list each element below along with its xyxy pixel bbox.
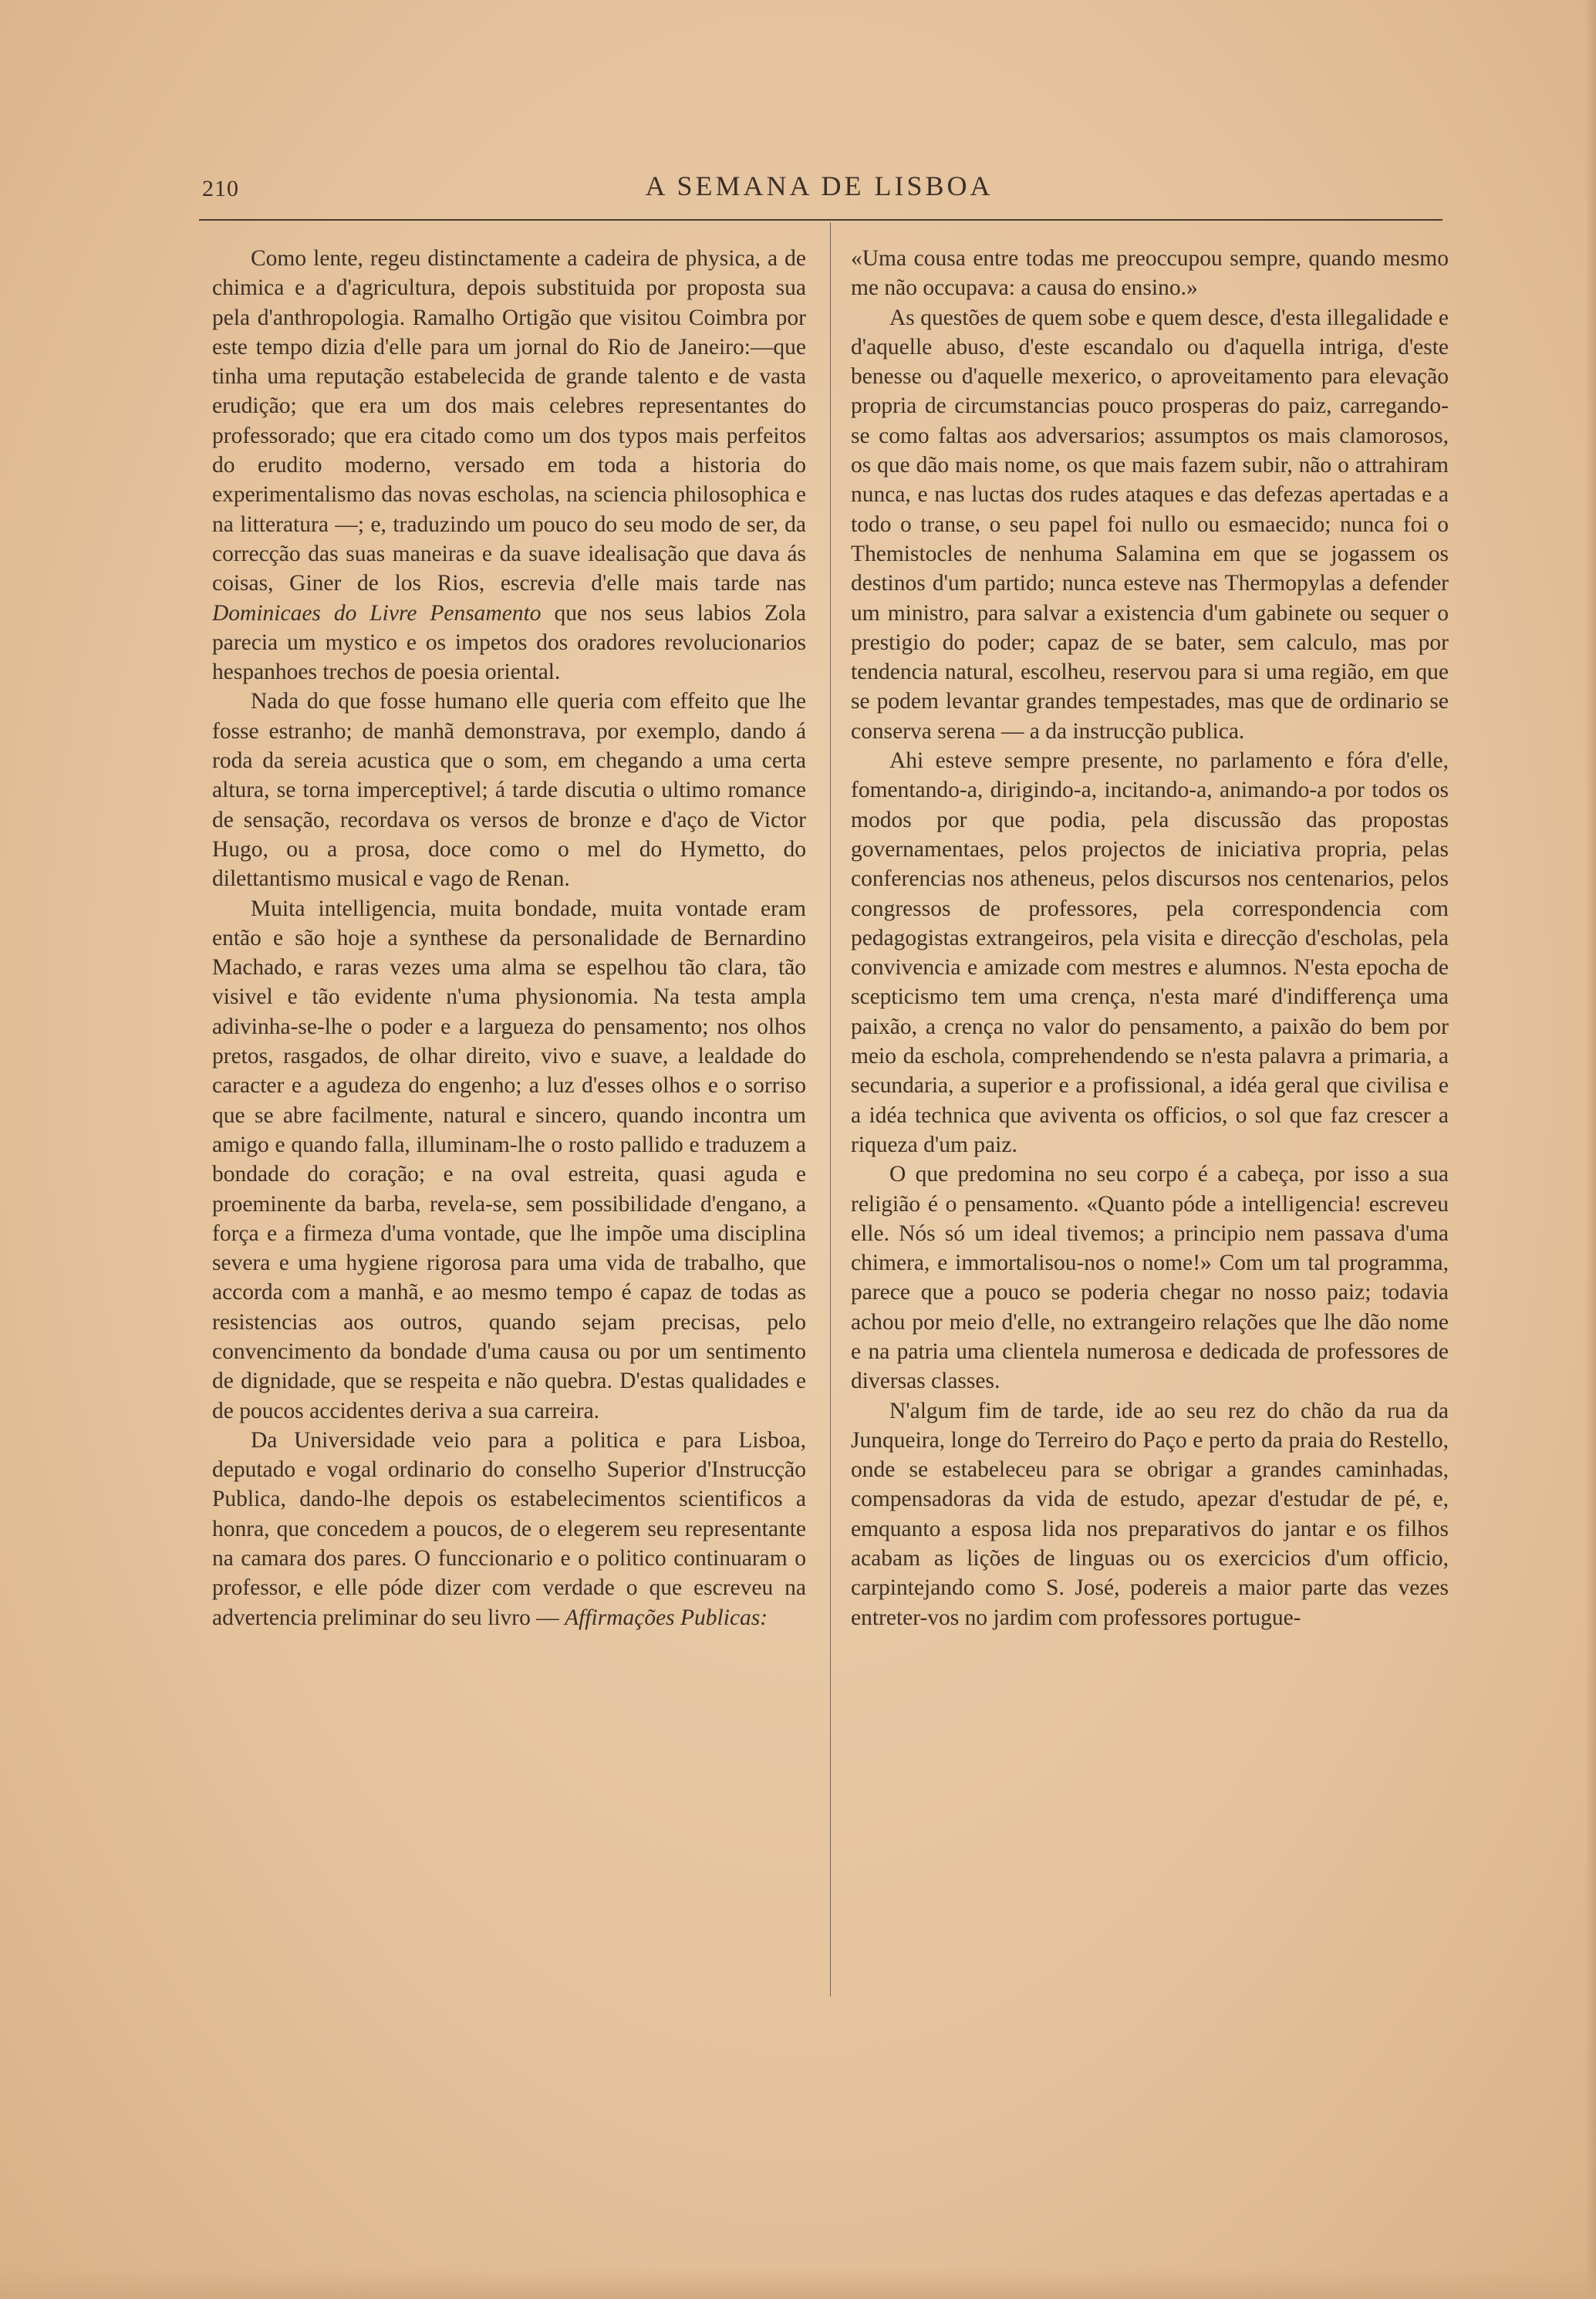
running-title: A SEMANA DE LISBOA: [645, 170, 994, 201]
text-run: que nos seus labios Zola parecia um mystico e os impetos dos oradores revolucionarios hespanhoes trechos de poesia oriental.: [212, 600, 807, 685]
page-bottom-shadow: [0, 2268, 1596, 2299]
text-run: Da Universidade veio para a politica e para Lisboa, deputado e vogal ordinario do conselho Superior d'Instrucção Publica, dando-lhe depois os estabelecimentos scientificos a honra, que concedem a poucos, de o elegerem seu representante na camara dos pares. O funccionario e o politico continuaram o professor, e elle póde dizer com verdade o que escreveu na advertencia preliminar do seu livro —: [212, 1427, 806, 1630]
left-column: [212, 244, 806, 1632]
paragraph: [212, 1426, 806, 1632]
paragraph: N'algum fim de tarde, ide ao seu rez do chão da rua da Junqueira, longe do Terreiro do Paço e perto da praia do Restello, onde se estabeleceu para se obrigar a grandes caminhadas, compensadoras da vida de estudo, apezar d'estudar de pé, e, emquanto a esposa lida nos preparativos do jantar e os filhos acabam as lições de linguas ou os exercicios d'um officio, carpintejando como S. José, podereis a maior parte das vezes entreter-vos no jardim com professores portugue-: [851, 1398, 1449, 1630]
page-header: [202, 170, 1436, 216]
page-number: 210: [202, 176, 239, 201]
right-column: [851, 244, 1449, 1632]
paragraph: O que predomina no seu corpo é a cabeça, por isso a sua religião é o pensamento. «Quanto póde a intelligencia! escreveu elle. Nós só um ideal tivemos; a principio nem passava d'uma chimera, e immortalisou-nos o nome!» Com um tal programma, parece que a pouco se poderia chegar no nosso paiz; todavia achou por meio d'elle, no extrangeiro relações que lhe dão nome e na patria uma clientela numerosa e dedicada de professores de diversas classes.: [851, 1162, 1449, 1394]
paragraph: Muita intelligencia, muita bondade, muita vontade eram então e são hoje a synthese da personalidade de Bernardino Machado, e raras vezes uma alma se espelhou tão clara, tão visivel e tão evidente n'uma physionomia. Na testa ampla adivinha-se-lhe o poder e a largueza do pensamento; nos olhos pretos, rasgados, de olhar direito, vivo e suave, a lealdade do caracter e a agudeza do engenho; a luz d'esses olhos e o sorriso que se abre facilmente, natural e sincero, quando incontra um amigo e quando falla, illuminam-lhe o rosto pallido e traduzem a bondade do coração; e na oval estreita, quasi aguda e proeminente da barba, revela-se, sem possibilidade d'engano, a força e a firmeza d'uma vontade, que lhe impõe uma disciplina severa e uma hygiene rigorosa para uma vida de trabalho, que accorda com a manhã, e ao mesmo tempo é capaz de todas as resistencias aos outros, quando sejam precisas, pelo convencimento da bondade d'uma causa ou por um sentimento de dignidade, que se respeita e não quebra. D'estas qualidades e de poucos accidentes deriva a sua carreira.: [212, 896, 806, 1423]
column-divider: [830, 222, 831, 1997]
paragraph: «Uma cousa entre todas me preoccupou sempre, quando mesmo me não occupava: a causa do ensino.»: [851, 246, 1449, 301]
page-edge-shadow: [1585, 0, 1596, 2299]
italic-title: Affirmações Publicas:: [565, 1605, 768, 1630]
text-run: Como lente, regeu distinctamente a cadeira de physica, a de chimica e a d'agricultura, depois substituida por proposta sua pela d'anthropologia. Ramalho Ortigão que visitou Coimbra por este tempo dizia d'elle para um jornal do Rio de Janeiro:—que tinha uma reputação estabelecida de grande talento e de vasta erudição; que era um dos mais celebres representantes do professorado; que era citado como um dos typos mais perfeitos do erudito moderno, versado em toda a historia do experimentalismo das novas escholas, na sciencia philosophica e na litteratura —; e, traduzindo um pouco do seu modo de ser, da correcção das suas maneiras e da suave idealisação que dava ás coisas, Giner de los Rios, escrevia d'elle mais tarde nas: [212, 246, 806, 596]
paragraph: Nada do que fosse humano elle queria com effeito que lhe fosse estranho; de manhã demonstrava, por exemplo, dando á roda da sereia acustica que o som, em chegando a uma certa altura, se torna imperceptivel; á tarde discutia o ultimo romance de sensação, recordava os versos de bronze e d'aço de Victor Hugo, ou a prosa, doce como o mel do Hymetto, do dilettantismo musical e vago de Renan.: [212, 689, 806, 892]
paragraph: [212, 244, 806, 687]
header-rule: [199, 219, 1442, 221]
paragraph: As questões de quem sobe e quem desce, d'esta illegalidade e d'aquelle abuso, d'este escandalo ou d'aquella intriga, d'este benesse ou d'aquelle mexerico, o aproveitamento para elevação propria de circumstancias pouco prosperas do paiz, carregando-se como faltas aos adversarios; assumptos os mais clamorosos, os que dão mais nome, os que mais fazem subir, não o attrahiram nunca, e nas luctas dos rudes ataques e das defezas apertadas e a todo o transe, o seu papel foi nullo ou esmaecido; nunca foi o Themistocles de nenhuma Salamina em que se jogassem os destinos d'um partido; nunca esteve nas Thermopylas a defender um ministro, para salvar a existencia d'um gabinete ou sequer o prestigio do poder; capaz de se bater, sem calculo, mas por tendencia natural, escolheu, reservou para si uma região, em que se podem levantar grandes tempestades, mas que de ordinario se conserva serena — a da instrucção publica.: [851, 305, 1449, 744]
italic-title: Dominicaes do Livre Pensamento: [212, 600, 542, 626]
paragraph: Ahi esteve sempre presente, no parlamento e fóra d'elle, fomentando-a, dirigindo-a, incitando-a, animando-a por todos os modos por que podia, pela discussão das propostas governamentaes, pelos projectos de iniciativa propria, pelas conferencias nos atheneus, pelos discursos nos centenarios, pelos congressos de professores, pela correspondencia com pedagogistas extrangeiros, pela visita e direcção d'escholas, pela convivencia e amizade com mestres e alumnos. N'esta epocha de scepticismo tem uma crença, n'esta maré d'indifferença uma paixão, a crença no valor do pensamento, a paixão do bem por meio da eschola, comprehendendo se n'esta palavra a primaria, a secundaria, a superior e a profissional, a idéa geral que civilisa e a idéa technica que aviventa os officios, o sol que faz crescer a riqueza d'um paiz.: [851, 748, 1449, 1157]
